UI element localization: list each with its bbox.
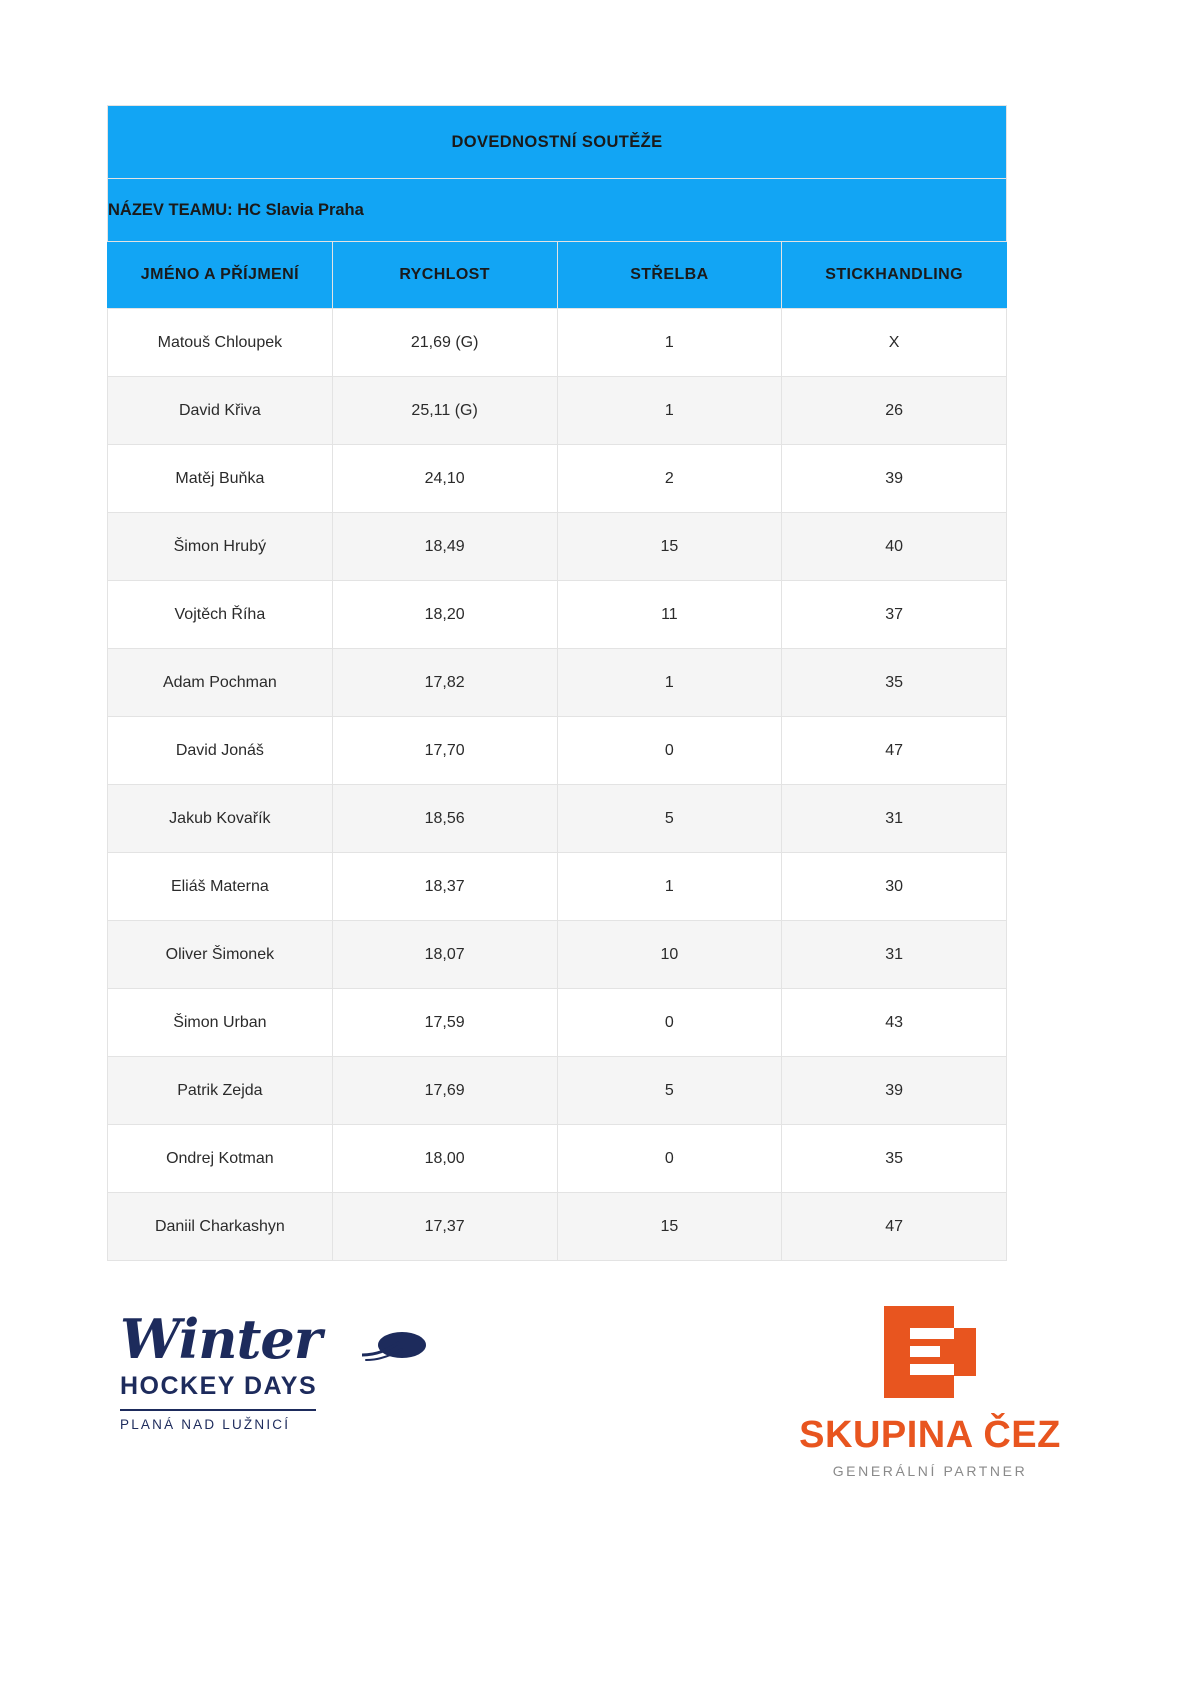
table-row [108, 513, 1007, 581]
cell-name: Šimon Hrubý [108, 513, 333, 581]
cez-notch-inner [954, 1328, 976, 1376]
cell-name: Ondrej Kotman [108, 1125, 333, 1193]
cell-rychlost: 21,69 (G) [332, 309, 557, 377]
cell-name: Vojtěch Říha [108, 581, 333, 649]
cell-strelba: 0 [557, 717, 782, 785]
cell-stickhandling: 43 [782, 989, 1007, 1057]
cell-name: Adam Pochman [108, 649, 333, 717]
cell-rychlost: 17,69 [332, 1057, 557, 1125]
table-row [108, 717, 1007, 785]
cell-rychlost: 24,10 [332, 445, 557, 513]
document-title: DOVEDNOSTNÍ SOUTĚŽE [108, 106, 1007, 179]
cell-rychlost: 17,82 [332, 649, 557, 717]
cell-strelba: 5 [557, 785, 782, 853]
cell-rychlost: 17,37 [332, 1193, 557, 1261]
table-header-row [108, 242, 1007, 309]
cez-mark-icon [884, 1306, 976, 1398]
hockey-puck-icon [362, 1328, 428, 1362]
table-row [108, 649, 1007, 717]
table-title-row [108, 106, 1007, 179]
cell-strelba: 2 [557, 445, 782, 513]
cell-strelba: 1 [557, 853, 782, 921]
cell-stickhandling: 47 [782, 1193, 1007, 1261]
cell-name: Eliáš Materna [108, 853, 333, 921]
table-row [108, 1125, 1007, 1193]
cell-rychlost: 18,56 [332, 785, 557, 853]
table-row [108, 989, 1007, 1057]
cell-name: Šimon Urban [108, 989, 333, 1057]
skupina-cez-logo [790, 1306, 1070, 1479]
winter-wordmark: Winter [120, 1307, 322, 1371]
cell-strelba: 10 [557, 921, 782, 989]
cell-strelba: 1 [557, 649, 782, 717]
column-header-rychlost: RYCHLOST [332, 242, 557, 309]
cell-strelba: 15 [557, 1193, 782, 1261]
cell-stickhandling: 40 [782, 513, 1007, 581]
cell-rychlost: 18,00 [332, 1125, 557, 1193]
cell-stickhandling: 35 [782, 649, 1007, 717]
winter-place: PLANÁ NAD LUŽNICÍ [120, 1417, 291, 1432]
table-row [108, 853, 1007, 921]
cez-partner-label: GENERÁLNÍ PARTNER [832, 1463, 1028, 1479]
table-row [108, 1057, 1007, 1125]
cell-stickhandling: X [782, 309, 1007, 377]
table-row [108, 785, 1007, 853]
cez-bar-top [910, 1328, 954, 1339]
cell-stickhandling: 26 [782, 377, 1007, 445]
cell-stickhandling: 31 [782, 921, 1007, 989]
cell-name: Matěj Buňka [108, 445, 333, 513]
footer-logos [0, 1300, 1191, 1520]
cell-stickhandling: 39 [782, 445, 1007, 513]
cell-name: David Jonáš [108, 717, 333, 785]
cell-stickhandling: 30 [782, 853, 1007, 921]
cell-stickhandling: 47 [782, 717, 1007, 785]
results-table-container [107, 105, 1007, 1261]
cell-strelba: 11 [557, 581, 782, 649]
cell-strelba: 0 [557, 989, 782, 1057]
cell-name: David Křiva [108, 377, 333, 445]
cell-rychlost: 18,37 [332, 853, 557, 921]
table-row [108, 1193, 1007, 1261]
cell-name: Patrik Zejda [108, 1057, 333, 1125]
winter-subtitle: HOCKEY DAYS [120, 1372, 318, 1400]
team-name-label: NÁZEV TEAMU: HC Slavia Praha [108, 179, 1007, 242]
results-table-body [108, 309, 1007, 1261]
cell-stickhandling: 31 [782, 785, 1007, 853]
column-header-stickhandling: STICKHANDLING [782, 242, 1007, 309]
winter-hockey-days-logo [120, 1307, 450, 1432]
cell-stickhandling: 39 [782, 1057, 1007, 1125]
cell-stickhandling: 35 [782, 1125, 1007, 1193]
cell-strelba: 1 [557, 377, 782, 445]
cell-name: Matouš Chloupek [108, 309, 333, 377]
results-table [107, 105, 1007, 1261]
cell-rychlost: 17,59 [332, 989, 557, 1057]
cell-rychlost: 18,49 [332, 513, 557, 581]
cell-name: Oliver Šimonek [108, 921, 333, 989]
winter-divider [120, 1409, 316, 1411]
cell-rychlost: 18,20 [332, 581, 557, 649]
cell-name: Jakub Kovařík [108, 785, 333, 853]
table-row [108, 921, 1007, 989]
cell-name: Daniil Charkashyn [108, 1193, 333, 1261]
cell-rychlost: 18,07 [332, 921, 557, 989]
cez-name: SKUPINA ČEZ [799, 1414, 1061, 1456]
column-header-strelba: STŘELBA [557, 242, 782, 309]
cez-bar-mid [910, 1346, 940, 1357]
table-row [108, 445, 1007, 513]
cez-bar-bot [910, 1364, 954, 1375]
table-team-row [108, 179, 1007, 242]
cell-rychlost: 17,70 [332, 717, 557, 785]
cell-strelba: 0 [557, 1125, 782, 1193]
cell-strelba: 5 [557, 1057, 782, 1125]
column-header-name: JMÉNO A PŘÍJMENÍ [108, 242, 333, 309]
table-row [108, 581, 1007, 649]
table-row [108, 309, 1007, 377]
cell-stickhandling: 37 [782, 581, 1007, 649]
table-row [108, 377, 1007, 445]
cell-strelba: 15 [557, 513, 782, 581]
cell-strelba: 1 [557, 309, 782, 377]
cell-rychlost: 25,11 (G) [332, 377, 557, 445]
